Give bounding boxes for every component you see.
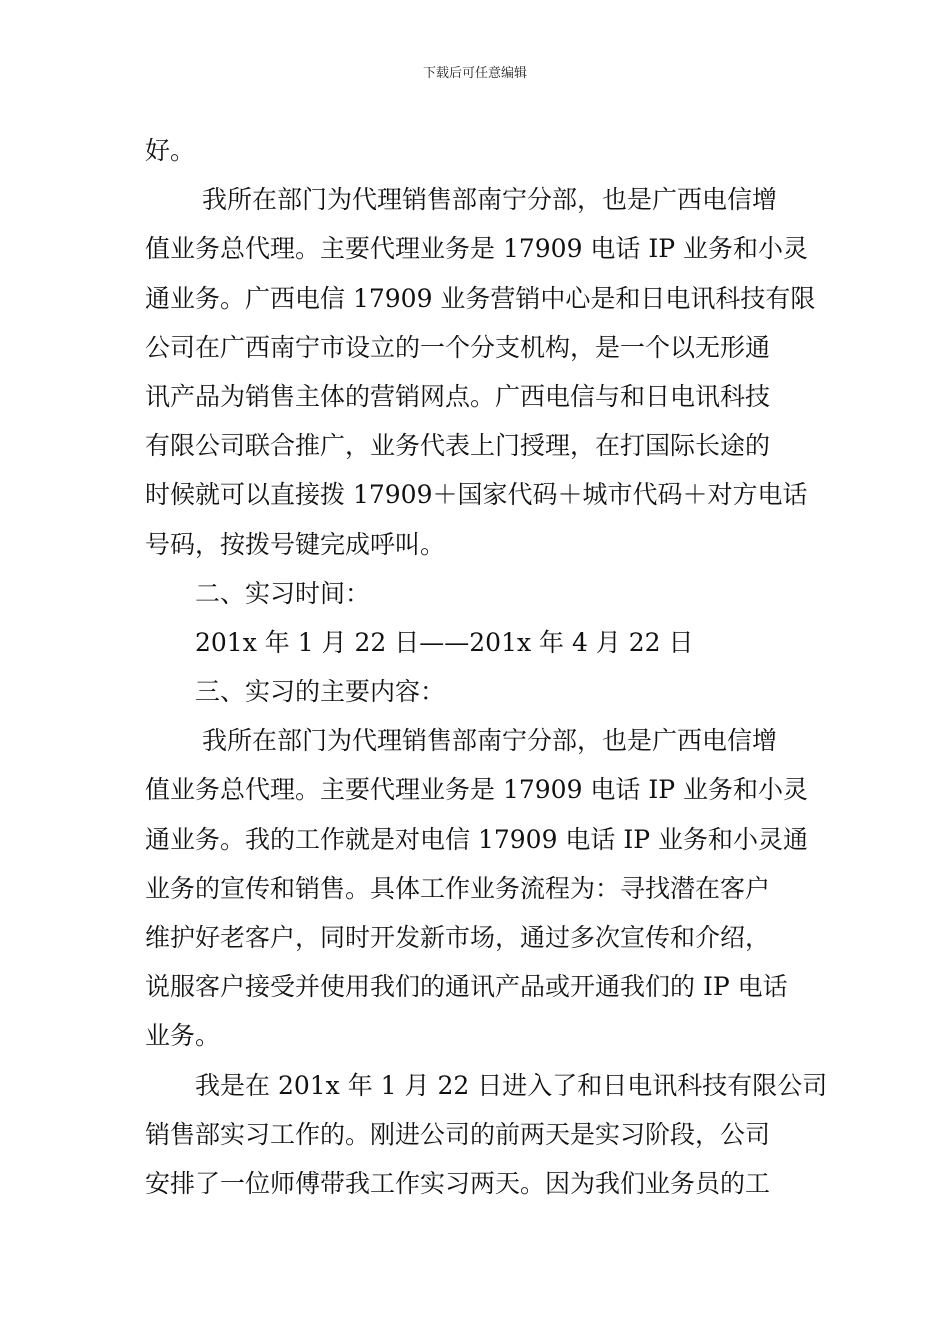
text-line: 有限公司联合推广，业务代表上门授理，在打国际长途的: [145, 431, 771, 461]
text-line: 说服客户接受并使用我们的通讯产品或开通我们的 IP 电话: [145, 972, 788, 1002]
page-header-note: 下载后可任意编辑: [422, 66, 527, 81]
text-line: 号码，按拨号键完成呼叫。: [145, 529, 446, 559]
text-line: 值业务总代理。主要代理业务是 17909 电话 IP 业务和小灵: [145, 775, 809, 805]
internship-dates: 201x 年 1 月 22 日——201x 年 4 月 22 日: [195, 627, 694, 657]
text-line: 值业务总代理。主要代理业务是 17909 电话 IP 业务和小灵: [145, 234, 809, 264]
text-line: 销售部实习工作的。刚进公司的前两天是实习阶段，公司: [145, 1119, 771, 1149]
text-line: 业务的宣传和销售。具体工作业务流程为：寻找潜在客户: [145, 873, 771, 903]
text-line: 我是在 201x 年 1 月 22 日进入了和日电讯科技有限公司: [195, 1070, 828, 1100]
text-line: 好。: [145, 136, 196, 165]
document-body: [145, 126, 828, 1208]
text-line: 通业务。我的工作就是对电信 17909 电话 IP 业务和小灵通: [145, 824, 809, 854]
text-line: 业务。: [145, 1021, 221, 1051]
text-line: 时候就可以直接拨 17909＋国家代码＋城市代码＋对方电话: [145, 480, 808, 510]
text-line: 讯产品为销售主体的营销网点。广西电信与和日电讯科技: [145, 381, 771, 411]
text-line: 通业务。广西电信 17909 业务营销中心是和日电讯科技有限: [145, 283, 816, 313]
text-line: 维护好老客户，同时开发新市场，通过多次宣传和介绍，: [145, 923, 771, 952]
text-line: 我所在部门为代理销售部南宁分部，也是广西电信增: [202, 726, 778, 756]
text-line: 安排了一位师傅带我工作实习两天。因为我们业务员的工: [145, 1168, 771, 1198]
section-heading: 三、实习的主要内容：: [195, 677, 446, 707]
text-line: 公司在广西南宁市设立的一个分支机构，是一个以无形通: [145, 332, 771, 362]
section-heading: 二、实习时间：: [195, 578, 371, 608]
text-line: 我所在部门为代理销售部南宁分部，也是广西电信增: [202, 185, 778, 215]
